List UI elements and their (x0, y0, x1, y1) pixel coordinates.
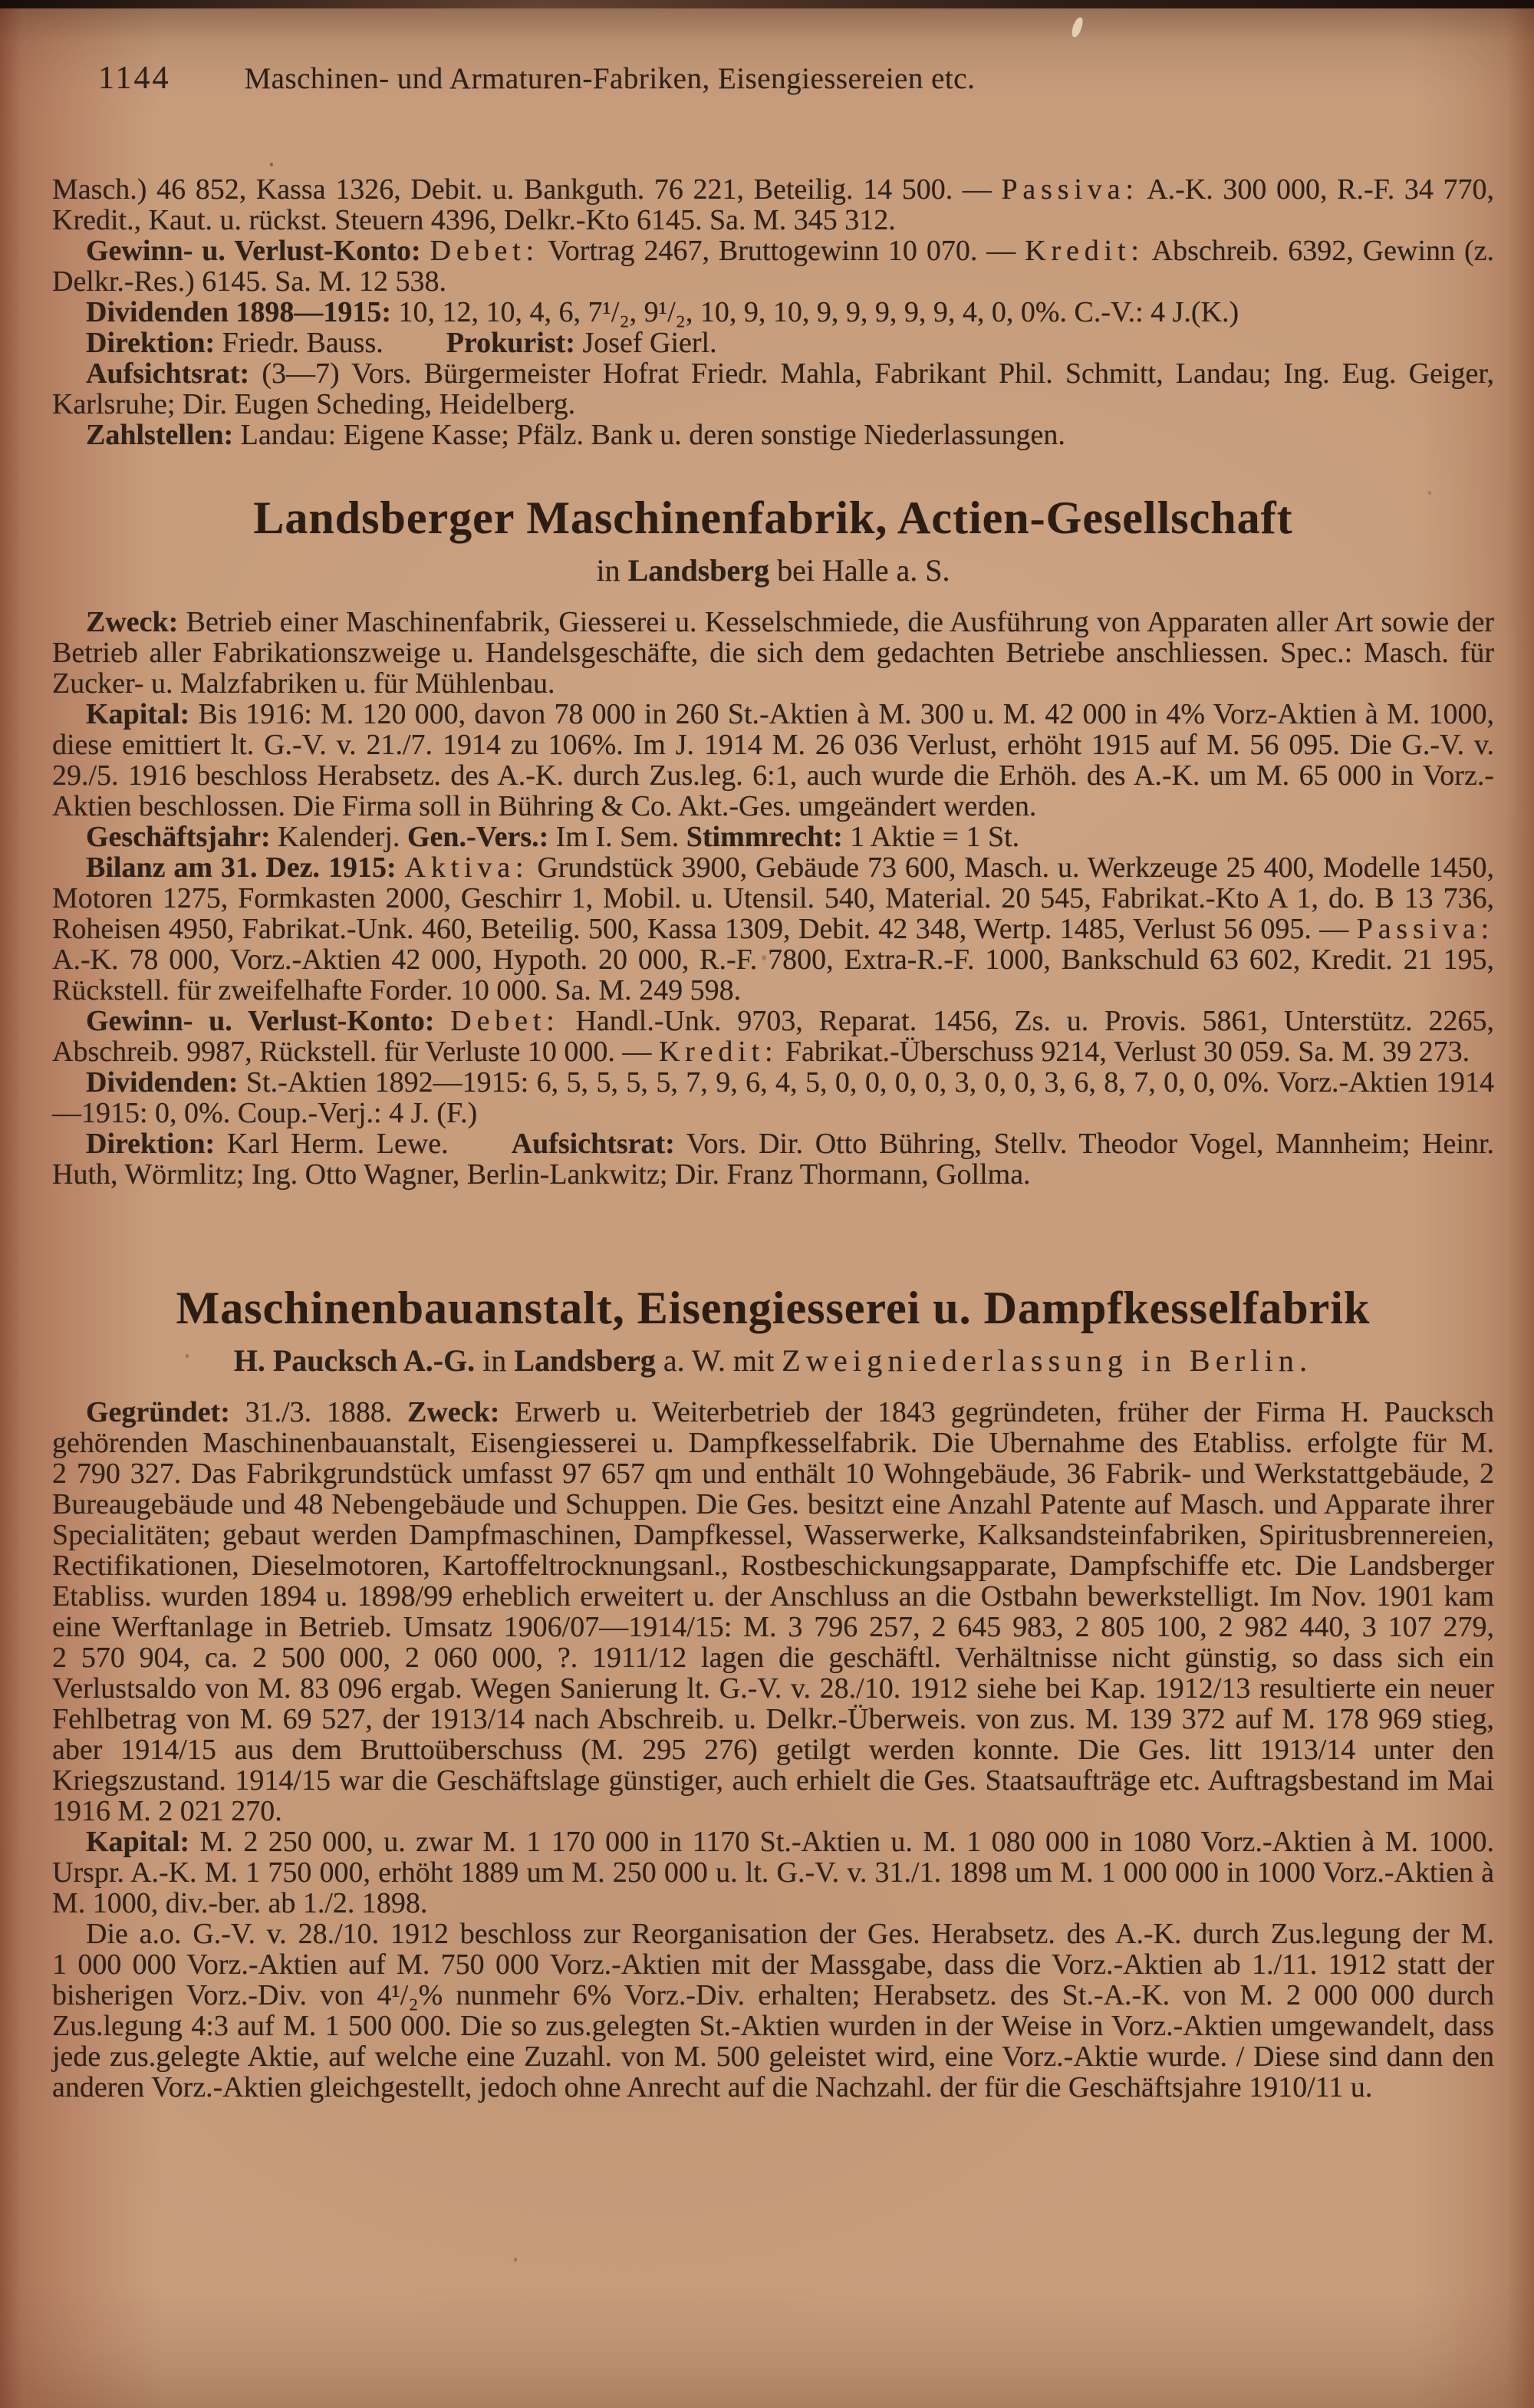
bold-label: Zweck: (407, 1396, 500, 1428)
bold-label: Direktion: (86, 1128, 216, 1160)
entry-paragraphs (52, 1397, 1494, 2103)
bold-label: Gewinn- u. Verlust-Konto: (86, 1005, 435, 1037)
entry-paragraphs (52, 607, 1494, 1190)
paragraph (52, 297, 1494, 328)
paragraph (52, 420, 1494, 450)
paragraph (52, 699, 1494, 822)
paragraph (52, 822, 1494, 852)
bold-label: Dividenden 1898—1915: (86, 296, 391, 328)
text-segment: Handl.-Unk. 9703, Reparat. 1456, Zs. u. Provis. 5861, Unterstütz. 2265, Abschreib. 9987, Rückstell. für Verluste 10 000. — (52, 1005, 1494, 1068)
text-segment: Bis 1916: M. 120 000, davon 78 000 in 260 St.-Aktien à M. 300 u. M. 42 000 in 4% Vorz-Aktien à M. 1000, diese emittiert lt. G.-V. v. 21./7. 1914 zu 106%. Im J. 1914 M. 26 036 Verlust, erhöht 1915 auf M. 56 095. Die G.-V. v. 29./5. 1916 beschloss Herabsetz. des A.-K. durch Zus.leg. 6:1, auch wurde die Erhöh. des A.-K. um M. 65 000 in Vorz.-Aktien beschlossen. Die Firma soll in Bühring & Co. Akt.-Ges. umgeändert werden. (52, 698, 1494, 822)
spaced-label: Kredit: (658, 1036, 779, 1068)
text-segment: Vortrag 2467, Bruttogewinn 10 070. — (538, 235, 1025, 267)
text-segment (397, 852, 405, 884)
paper-specks (270, 163, 273, 166)
text-segment: in (596, 553, 628, 588)
page-body (52, 174, 1494, 2103)
bold-label: Prokurist: (446, 327, 575, 359)
paragraph (52, 1067, 1494, 1128)
spaced-label: Debet: (430, 235, 539, 267)
bold-label: Gegründet: (86, 1396, 230, 1428)
company-title: Landsberger Maschinenfabrik, Actien-Gesellschaft (253, 492, 1293, 543)
entry-paragraphs (52, 174, 1494, 450)
text-segment: Fabrikat.-Überschuss 9214, Verlust 30 059. Sa. M. 39 273. (778, 1036, 1470, 1068)
text-segment: A.-K. 78 000, Vorz.-Aktien 42 000, Hypoth. 20 000, R.-F. 7800, Extra-R.-F. 1000, Bankschuld 63 602, Kredit. 21 195, Rückstell. für zweifelhafte Forder. 10 000. Sa. M. 249 598. (52, 944, 1494, 1006)
bold-label: Stimmrecht: (686, 821, 843, 853)
entry-continuation-previous-company (52, 174, 1494, 450)
text-segment: Die a.o. G.-V. v. 28./10. 1912 beschloss zur Reorganisation der Ges. Herabsetz. des A.-K. durch Zus.legung der M. 1 000 000 Vorz.-Aktien auf M. 750 000 Vorz.-Aktien mit der Massgabe, dass die Vorz.-Aktien ab 1./11. 1912 statt der bisherigen Vorz.-Div. von 4¹/₂% nunmehr 6% Vorz.-Div. erhalten; Herabsetz. des St.-A.-K. von M. 2 000 000 durch Zus.legung 4:3 auf M. 1 500 000. Die so zus.gelegten St.-Aktien wurden in der Weise in Vorz.-Aktien umgewandelt, dass jede zus.gelegte Aktie, auf welche eine Zuzahl. von M. 500 geleistet wird, eine Vorz.-Aktie wurde. / Diese sind dann den anderen Vorz.-Aktien gleichgestellt, jedoch ohne Anrecht auf die Nachzahl. der für die Geschäftsjahre 1910/11 u. (52, 1918, 1494, 2103)
text-segment: St.-Aktien 1892—1915: 6, 5, 5, 5, 5, 7, 9, 6, 4, 5, 0, 0, 0, 0, 3, 0, 0, 3, 6, 8, 7, 0, 0, 0%. Vorz.-Aktien 1914—1915: 0, 0%. Coup.-Verj.: 4 J. (F.) (52, 1066, 1494, 1129)
text-segment: in (475, 1343, 515, 1378)
bold-label: Dividenden: (86, 1066, 239, 1099)
bold-label: Landsberg (514, 1343, 656, 1378)
spaced-label: Aktiva: (404, 852, 529, 884)
company-location (52, 552, 1494, 590)
scan-edge-artifact (0, 0, 1534, 8)
text-segment: Friedr. Bauss. (215, 327, 384, 359)
text-segment: a. W. mit (655, 1343, 782, 1378)
text-segment: A.-K. 300 000, R.-F. 34 770, Kredit., Kaut. u. rückst. Steuern 4396, Delkr.-Kto 6145. Sa. M. 345 312. (52, 173, 1494, 236)
spaced-label: Debet: (450, 1005, 560, 1037)
bold-label: Aufsichtsrat: (86, 357, 250, 390)
text-segment (434, 1005, 450, 1037)
paragraph (52, 358, 1494, 420)
spaced-label: Passiva: (1001, 173, 1139, 206)
bold-label: Geschäftsjahr: (86, 821, 271, 853)
company-location (52, 1342, 1494, 1380)
text-segment: bei Halle a. S. (769, 553, 950, 588)
text-segment: Landau: Eigene Kasse; Pfälz. Bank u. deren sonstige Niederlassungen. (233, 419, 1065, 451)
text-segment: Abschreib. 6392, Gewinn (z. Delkr.-Res.) 6145. Sa. M. 12 538. (52, 235, 1494, 298)
paragraph (52, 1827, 1494, 1919)
text-segment: M. 2 250 000, u. zwar M. 1 170 000 in 1170 St.-Aktien u. M. 1 080 000 in 1080 Vorz.-Aktien à M. 1000. Urspr. A.-K. M. 1 750 000, erhöht 1889 um M. 250 000 u. lt. G.-V. v. 31./1. 1898 um M. 1 000 000 in 1000 Vorz.-Aktien à M. 1000, div.-ber. ab 1./2. 1898. (52, 1826, 1494, 1919)
text-segment: Betrieb einer Maschinenfabrik, Giesserei u. Kesselschmiede, die Ausführung von Apparaten aller Art sowie der Betrieb aller Fabrikationszweige u. Handelsgeschäfte, die sich dem gedachten Betriebe anschliessen. Spec.: Masch. für Zucker- u. Malzfabriken u. für Mühlenbau. (52, 606, 1494, 700)
bold-label: Zweck: (86, 606, 179, 638)
paragraph (52, 607, 1494, 699)
entry-landsberger-maschinenfabrik (52, 490, 1494, 1190)
paper-blemish (1070, 16, 1084, 38)
entry-maschinenbauanstalt-paucksch (52, 1280, 1494, 2103)
page-header (52, 60, 1494, 97)
bold-label: Gewinn- u. Verlust-Konto: (86, 235, 421, 267)
spaced-label: Passiva: (1356, 913, 1494, 945)
page-number: 1144 (98, 61, 171, 96)
text-segment: Karl Herm. Lewe. (215, 1128, 449, 1160)
bold-label: Kapital: (86, 698, 190, 730)
bold-label: Zahlstellen: (86, 419, 234, 451)
bold-label: Aufsichtsrat: (511, 1128, 675, 1160)
bold-label: Bilanz am 31. Dez. 1915: (86, 852, 397, 884)
text-segment: 31./3. 1888. (229, 1396, 408, 1428)
company-title: Maschinenbauanstalt, Eisengiesserei u. Dampfkesselfabrik (176, 1283, 1371, 1333)
spaced-label: Kredit: (1025, 235, 1144, 267)
text-segment: Im I. Sem. (548, 821, 686, 853)
paragraph (52, 1397, 1494, 1827)
paragraph (52, 1919, 1494, 2103)
spaced-label: Zweigniederlassung in Berlin. (782, 1343, 1313, 1378)
text-segment: Masch.) 46 852, Kassa 1326, Debit. u. Bankguth. 76 221, Beteilig. 14 500. — (52, 173, 1002, 206)
paragraph (52, 328, 1494, 358)
paragraph (52, 1128, 1494, 1190)
paragraph (52, 1006, 1494, 1067)
text-segment: Grundstück 3900, Gebäude 73 600, Masch. u. Werkzeuge 25 400, Modelle 1450, Motoren 1275, Formkasten 2000, Geschirr 1, Mobil. u. Utensil. 540, Material. 20 545, Fabrikat.-Kto A 1, do. B 13 736, Roheisen 4950, Fabrikat.-Unk. 460, Beteilig. 500, Kassa 1309, Debit. 42 348, Wertp. 1485, Verlust 56 095. — (52, 852, 1494, 945)
bold-label: Gen.-Vers.: (407, 821, 549, 853)
text-segment: Josef Gierl. (574, 327, 717, 359)
text-segment (421, 235, 430, 267)
bold-label: Kapital: (86, 1826, 190, 1858)
paragraph (52, 852, 1494, 1006)
text-segment: (3—7) Vors. Bürgermeister Hofrat Friedr. Mahla, Fabrikant Phil. Schmitt, Landau; Ing. Eug. Geiger, Karlsruhe; Dir. Eugen Scheding, Heidelberg. (52, 357, 1494, 420)
bold-label: Landsberg (627, 553, 770, 588)
text-segment: Vors. Dir. Otto Bühring, Stellv. Theodor Vogel, Mannheim; Heinr. Huth, Wörmlitz; Ing. Otto Wagner, Berlin-Lankwitz; Dir. Franz Thormann, Gollma. (52, 1128, 1495, 1191)
running-header: Maschinen- und Armaturen-Fabriken, Eisengiessereien etc. (244, 62, 976, 95)
text-segment: Erwerb u. Weiterbetrieb der 1843 gegründeten, früher der Firma H. Paucksch gehörenden Maschinenbauanstalt, Eisengiesserei u. Dampfkesselfabrik. Die Ubernahme des Etabliss. erfolgte für M. 2 790 327. Das Fabrikgrundstück umfasst 97 657 qm und enthält 10 Wohngebäude, 36 Fabrik- und Werkstattgebäude, 2 Bureaugebäude und 48 Nebengebäude und Schuppen. Die Ges. besitzt eine Anzahl Patente auf Masch. und Apparate ihrer Specialitäten; gebaut werden Dampfmaschinen, Dampfkessel, Wasserwerke, Kalksandsteinfabriken, Spiritusbrennereien, Rectifikationen, Dieselmotoren, Kartoffeltrocknungsanl., Rostbeschickungsapparate, Dampfschiffe etc. Die Landsberger Etabliss. wurden 1894 u. 1898/99 erheblich erweitert u. der Anschluss an die Ostbahn bewerkstelligt. Im Nov. 1901 kam eine Werftanlage in Betrieb. Umsatz 1906/07—1914/15: M. 3 796 257, 2 645 983, 2 805 100, 2 982 440, 3 107 279, 2 570 904, ca. 2 500 000, 2 060 000, ?. 1911/12 lagen die geschäftl. Verhältnisse nicht günstig, so dass sich ein Verlustsaldo von M. 83 096 ergab. Wegen Sanierung lt. G.-V. v. 28./10. 1912 siehe bei Kap. 1912/13 resultierte ein neuer Fehlbetrag von M. 69 527, der 1913/14 nach Abschreib. u. Delkr.-Überweis. von zus. M. 139 372 auf M. 178 969 stieg, aber 1914/15 aus dem Bruttoüberschuss (M. 295 276) getilgt werden konnte. Die Ges. litt 1913/14 unter den Kriegszustand. 1914/15 war die Geschäftslage günstiger, auch erhielt die Ges. Staatsaufträge etc. Auftragsbestand im Mai 1916 M. 2 021 270. (52, 1396, 1494, 1827)
text-segment: Kalenderj. (270, 821, 407, 853)
bold-label: Direktion: (86, 327, 216, 359)
text-segment: 10, 12, 10, 4, 6, 7¹/₂, 9¹/₂, 10, 9, 10, 9, 9, 9, 9, 9, 4, 0, 0%. C.-V.: 4 J.(K.) (390, 296, 1239, 328)
text-segment: 1 Aktie = 1 St. (842, 821, 1020, 853)
paragraph (52, 174, 1494, 236)
bold-label: H. Paucksch A.-G. (233, 1343, 476, 1378)
paragraph (52, 236, 1494, 297)
